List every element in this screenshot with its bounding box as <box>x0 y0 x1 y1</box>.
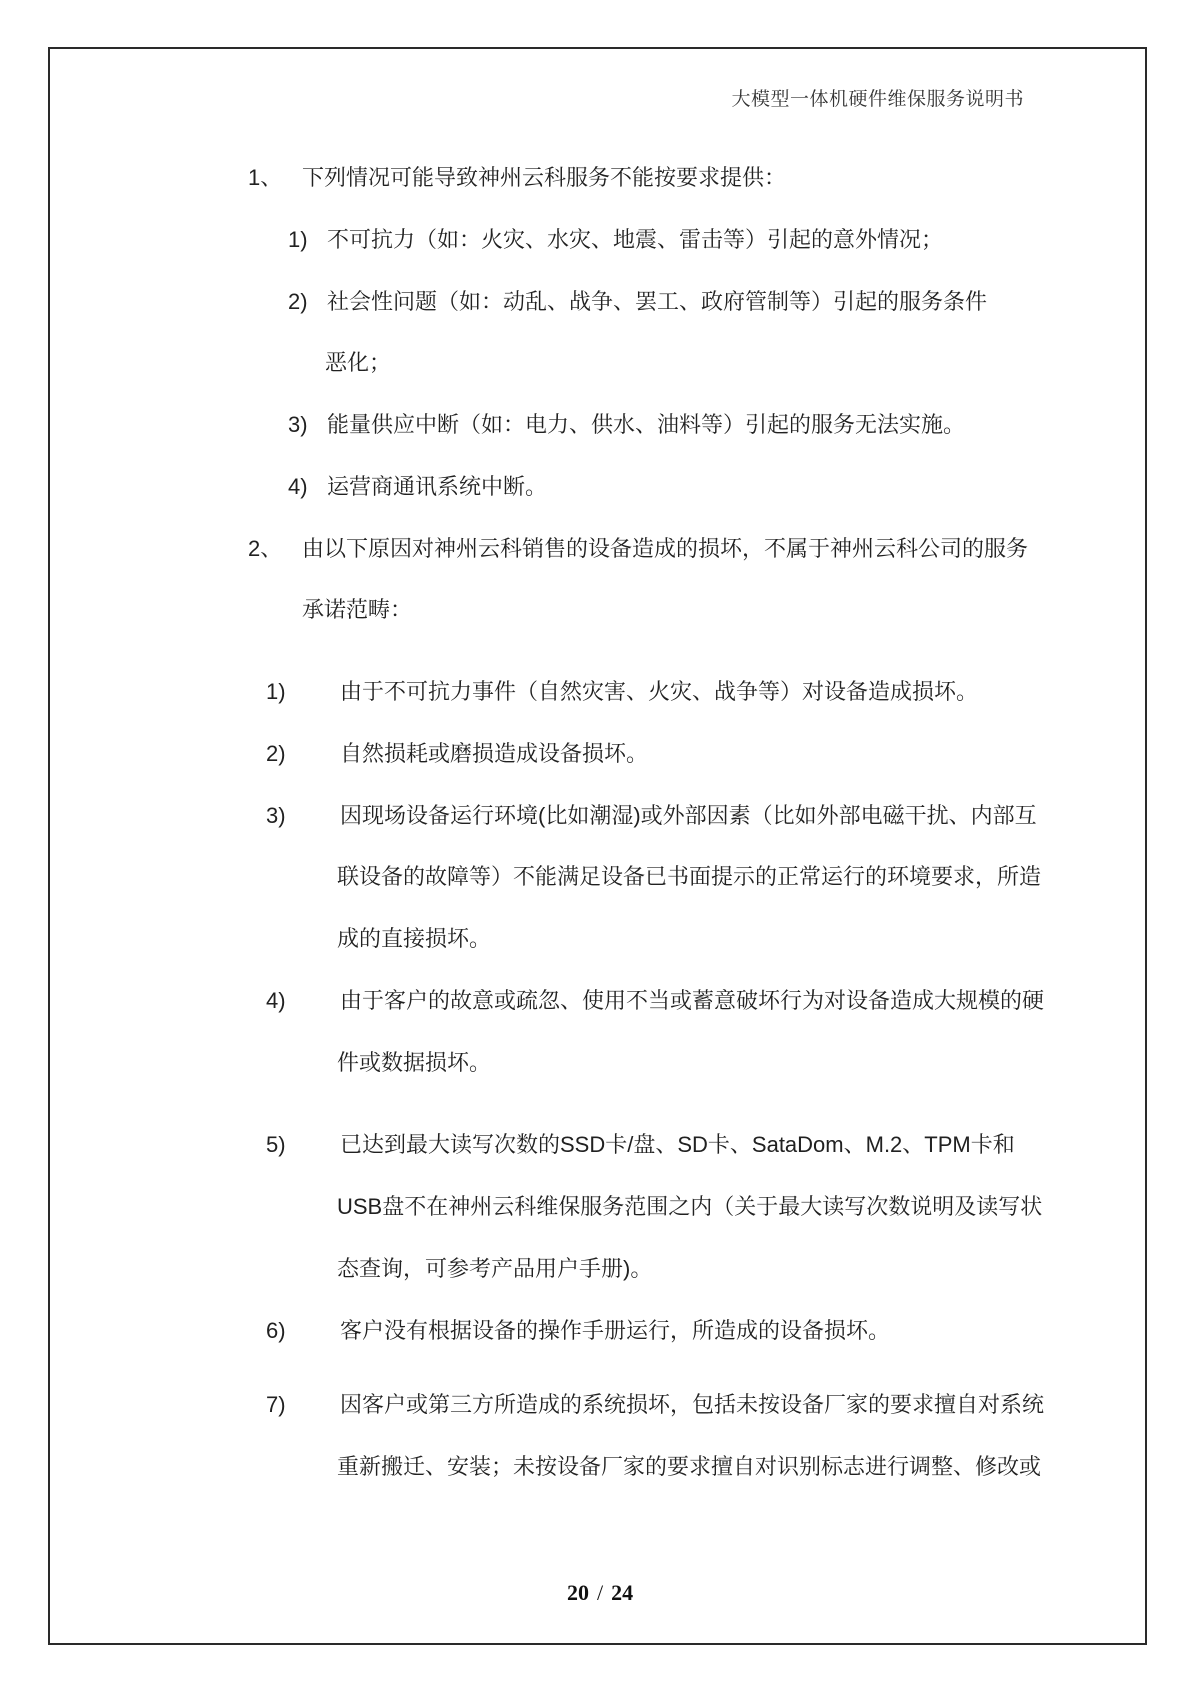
list-item-text: USB盘不在神州云科维保服务范围之内（关于最大读写次数说明及读写状 <box>337 1194 1043 1219</box>
list-item-continuation <box>0 1176 1200 1238</box>
list-item-text: 件或数据损坏。 <box>337 1049 492 1075</box>
list-item-text: 承诺范畴： <box>302 597 413 623</box>
list-item-number: 1、 <box>248 165 283 190</box>
list-item <box>0 209 1200 271</box>
list-item-text: 由以下原因对神州云科销售的设备造成的损坏，不属于神州云科公司的服务 <box>302 535 1029 561</box>
list-item-text: 下列情况可能导致神州云科服务不能按要求提供： <box>302 165 787 190</box>
list-item <box>0 661 1200 723</box>
list-item-number: 4) <box>288 473 308 499</box>
list-item-number: 3) <box>266 802 286 828</box>
list-item-text: 态查询，可参考产品用户手册)。 <box>337 1255 653 1281</box>
page-number-total: 24 <box>611 1580 634 1605</box>
list-item-text: 重新搬迁、安装；未按设备厂家的要求擅自对识别标志进行调整、修改或 <box>337 1454 1042 1479</box>
list-item-number: 7) <box>266 1392 286 1418</box>
list-item-number: 1) <box>266 679 286 704</box>
list-item-text: 已达到最大读写次数的SSD卡/盘、SD卡、SataDom、M.2、TPM卡和 <box>340 1132 1015 1158</box>
list-item-text: 联设备的故障等）不能满足设备已书面提示的正常运行的环境要求，所造 <box>337 864 1042 890</box>
list-item-text: 成的直接损坏。 <box>337 926 492 951</box>
list-item-continuation <box>0 908 1200 970</box>
list-item <box>0 1374 1200 1436</box>
list-item-continuation <box>0 579 1200 641</box>
list-item-text: 因客户或第三方所造成的系统损坏，包括未按设备厂家的要求擅自对系统 <box>340 1392 1045 1418</box>
list-item-text: 客户没有根据设备的操作手册运行，所造成的设备损坏。 <box>340 1317 891 1343</box>
list-item <box>0 723 1200 785</box>
list-item-number: 5) <box>266 1132 286 1158</box>
list-item-number: 2) <box>288 288 308 314</box>
list-item-continuation <box>0 1436 1200 1498</box>
list-item-text: 运营商通讯系统中断。 <box>327 473 548 499</box>
list-item-text: 不可抗力（如：火灾、水灾、地震、雷击等）引起的意外情况； <box>327 226 944 252</box>
document-body <box>0 147 1200 1498</box>
list-item-number: 2) <box>266 740 286 766</box>
list-item-number: 6) <box>266 1317 286 1343</box>
list-item-text: 社会性问题（如：动乱、战争、罢工、政府管制等）引起的服务条件 <box>327 288 988 314</box>
list-item-text: 能量供应中断（如：电力、供水、油料等）引起的服务无法实施。 <box>327 412 966 437</box>
page-number-separator: / <box>596 1580 604 1605</box>
list-item <box>0 1300 1200 1362</box>
list-item-number: 2、 <box>248 535 283 561</box>
list-item-continuation <box>0 332 1200 394</box>
list-item <box>0 518 1200 580</box>
list-item-number: 3) <box>288 412 308 437</box>
list-item-text: 由于客户的故意或疏忽、使用不当或蓄意破坏行为对设备造成大规模的硬 <box>340 987 1045 1013</box>
list-item <box>0 147 1200 209</box>
page-footer <box>0 1580 1200 1606</box>
list-item-text: 因现场设备运行环境(比如潮湿)或外部因素（比如外部电磁干扰、内部互 <box>340 802 1037 828</box>
list-item-text: 恶化； <box>325 350 392 376</box>
list-item-continuation <box>0 846 1200 908</box>
list-item <box>0 394 1200 456</box>
list-item-number: 4) <box>266 987 286 1013</box>
page-header-title: 大模型一体机硬件维保服务说明书 <box>731 89 1024 110</box>
list-item-continuation <box>0 1238 1200 1300</box>
list-item <box>0 271 1200 333</box>
list-item <box>0 785 1200 847</box>
list-item-text: 自然损耗或磨损造成设备损坏。 <box>340 740 649 766</box>
list-item-continuation <box>0 1032 1200 1094</box>
list-item <box>0 1114 1200 1176</box>
list-item-number: 1) <box>288 226 308 252</box>
list-item <box>0 456 1200 518</box>
list-item <box>0 970 1200 1032</box>
list-item-text: 由于不可抗力事件（自然灾害、火灾、战争等）对设备造成损坏。 <box>340 679 979 704</box>
page-number-current: 20 <box>566 1580 589 1605</box>
